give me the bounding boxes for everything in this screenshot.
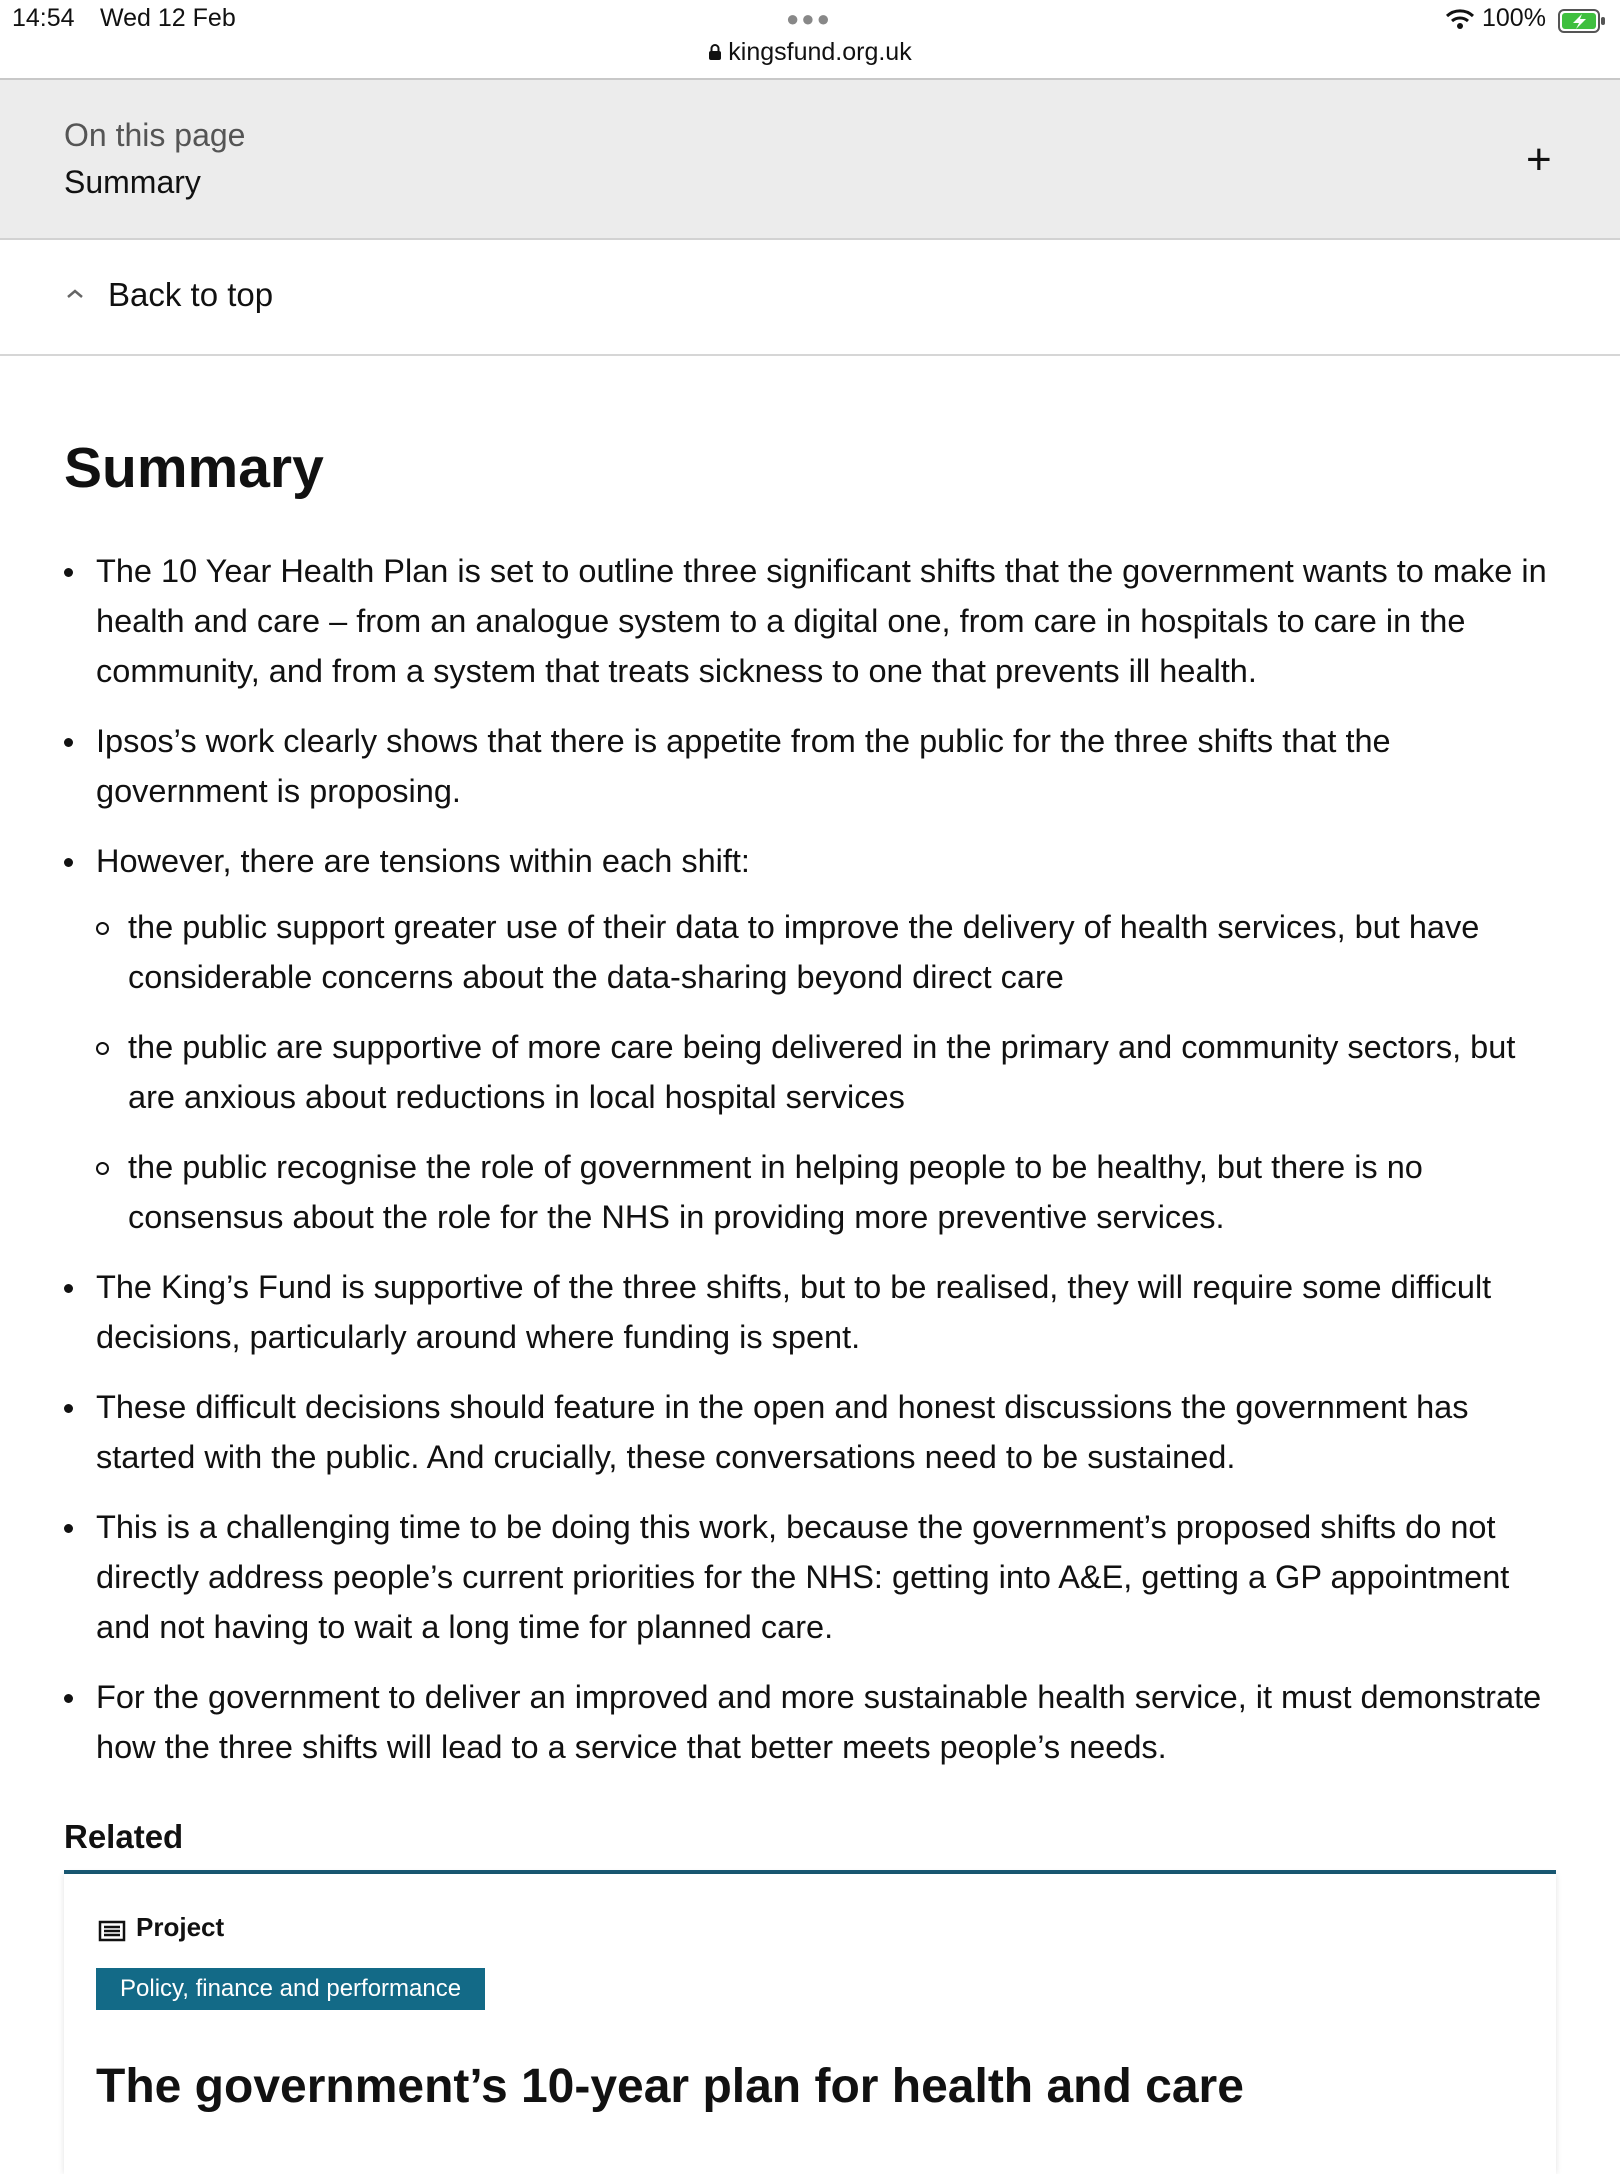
topic-tag[interactable]: Policy, finance and performance — [96, 1968, 485, 2010]
list-item: For the government to deliver an improved and more sustainable health service, it must demonstrate how the three shifts will lead to a service that better meets people’s needs. — [64, 1672, 1564, 1772]
related-card[interactable] — [64, 1874, 1556, 2174]
sub-list — [96, 902, 1564, 1242]
list-item — [64, 836, 1564, 1242]
sub-list-item: the public recognise the role of government in helping people to be healthy, but there is no consensus about the role for the NHS in providing more preventive services. — [96, 1142, 1564, 1242]
back-to-top-link[interactable] — [0, 240, 1620, 356]
newspaper-icon — [98, 1920, 126, 1947]
list-item: The 10 Year Health Plan is set to outline three significant shifts that the government wants to make in health and care – from an analogue system to a digital one, from care in hospitals to care in the community, and from a system that treats sickness to one that prevents ill health. — [64, 546, 1564, 696]
summary-heading: Summary — [64, 436, 324, 500]
lock-icon — [708, 39, 722, 68]
status-date: Wed 12 Feb — [100, 4, 236, 32]
on-this-page-panel[interactable] — [0, 78, 1620, 240]
sub-list-item: the public support greater use of their data to improve the delivery of health services, but have considerable concerns about the data-sharing beyond direct care — [96, 902, 1564, 1002]
wifi-icon — [1445, 8, 1475, 35]
address-bar[interactable] — [0, 38, 1620, 68]
on-this-page-current-section: Summary — [64, 164, 201, 200]
back-to-top-label: Back to top — [108, 276, 274, 313]
list-item: These difficult decisions should feature in the open and honest discussions the government has started with the public. And crucially, these conversations need to be sustained. — [64, 1382, 1564, 1482]
list-item: The King’s Fund is supportive of the three shifts, but to be realised, they will require some difficult decisions, particularly around where funding is spent. — [64, 1262, 1564, 1362]
battery-percent: 100% — [1482, 4, 1546, 32]
related-heading: Related — [64, 1818, 184, 1855]
list-item-text: However, there are tensions within each shift: — [96, 843, 750, 879]
expand-plus-icon[interactable]: + — [1526, 135, 1552, 184]
sub-list-item: the public are supportive of more care being delivered in the primary and community sectors, but are anxious about reductions in local hospital services — [96, 1022, 1564, 1122]
battery-charging-icon — [1558, 9, 1606, 38]
on-this-page-title: On this page — [64, 117, 246, 153]
card-type-label: Project — [136, 1912, 225, 1942]
summary-list — [64, 546, 1564, 1792]
status-time: 14:54 — [12, 4, 75, 32]
chevron-up-icon — [64, 286, 86, 305]
card-title-link[interactable]: The government’s 10-year plan for health and care — [96, 2060, 1244, 2113]
list-item: This is a challenging time to be doing this work, because the government’s proposed shifts do not directly address people’s current priorities for the NHS: getting into A&E, getting a GP appointment and not having to wait a long time for planned care. — [64, 1502, 1564, 1652]
url-text: kingsfund.org.uk — [728, 38, 912, 66]
status-bar — [0, 0, 1620, 78]
list-item: Ipsos’s work clearly shows that there is appetite from the public for the three shifts that the government is proposing. — [64, 716, 1564, 816]
more-dots-icon[interactable]: ●●● — [786, 6, 832, 31]
